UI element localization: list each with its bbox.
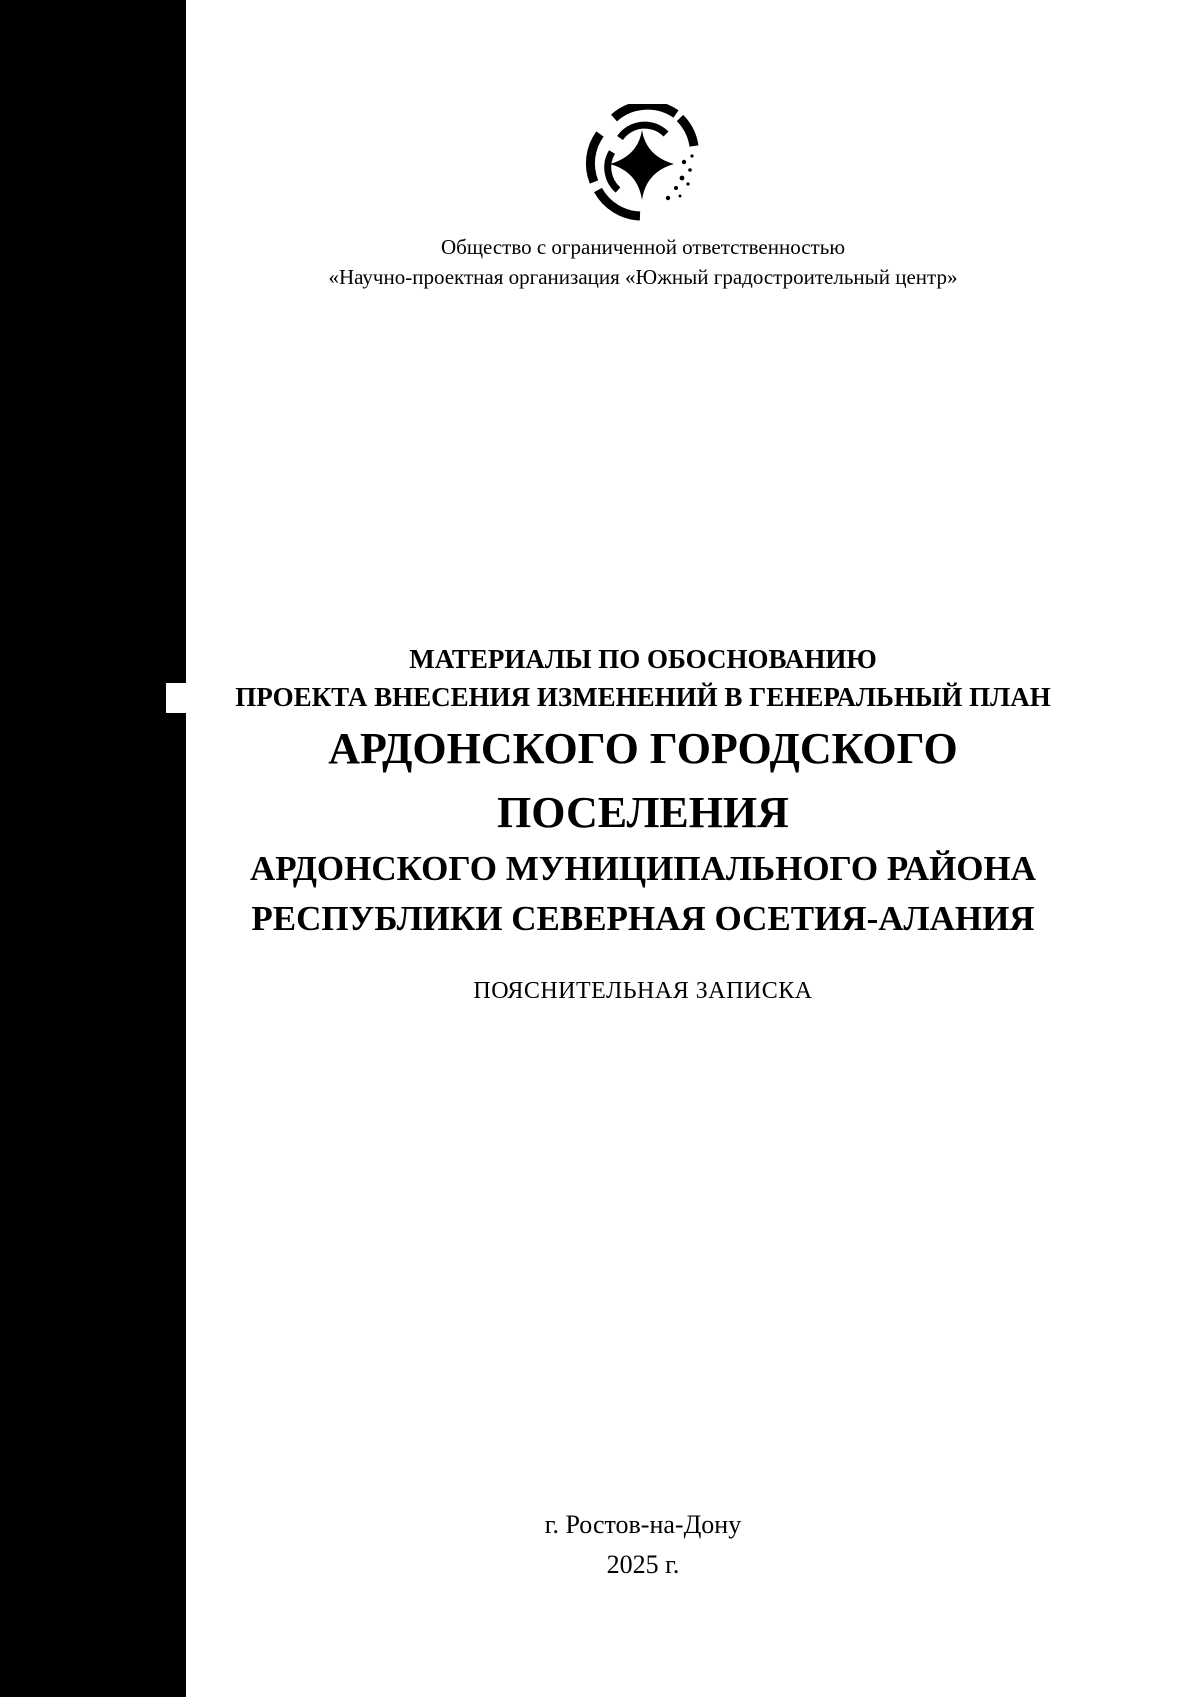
title-line-3: АРДОНСКОГО ГОРОДСКОГО xyxy=(328,724,958,773)
city: г. Ростов-на-Дону xyxy=(544,1510,742,1539)
document-title xyxy=(186,640,1100,944)
title-line-5: АРДОНСКОГО МУНИЦИПАЛЬНОГО РАЙОНА xyxy=(249,849,1037,888)
title-line-1: МАТЕРИАЛЫ ПО ОБОСНОВАНИЮ xyxy=(409,644,877,674)
title-line-4: ПОСЕЛЕНИЯ xyxy=(497,788,789,837)
place-and-year xyxy=(186,1505,1100,1585)
organization-line-2: «Научно-проектная организация «Южный градостроительный центр» xyxy=(328,265,958,289)
title-page xyxy=(186,0,1100,1697)
title-line-6: РЕСПУБЛИКИ СЕВЕРНАЯ ОСЕТИЯ-АЛАНИЯ xyxy=(251,899,1035,938)
year: 2025 г. xyxy=(606,1550,680,1579)
organization-name xyxy=(186,232,1100,292)
company-logo xyxy=(584,104,702,232)
organization-line-1: Общество с ограниченной ответственностью xyxy=(440,235,846,259)
title-line-2: ПРОЕКТА ВНЕСЕНИЯ ИЗМЕНЕНИЙ В ГЕНЕРАЛЬНЫЙ ПЛАН xyxy=(235,682,1051,712)
binding-bar-notch xyxy=(166,683,188,713)
left-binding-bar xyxy=(0,0,186,1697)
document-type: ПОЯСНИТЕЛЬНАЯ ЗАПИСКА xyxy=(473,978,813,1004)
